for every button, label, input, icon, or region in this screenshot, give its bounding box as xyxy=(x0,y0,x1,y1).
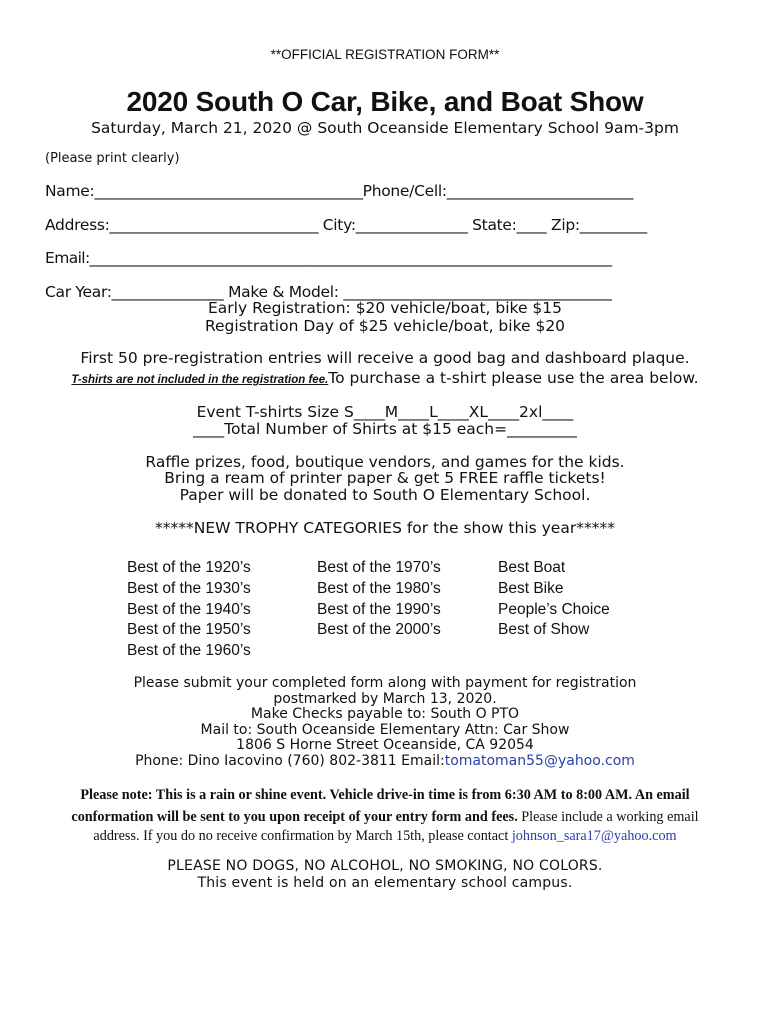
mail-to-line: Mail to: South Oceanside Elementary Attn: Car Show xyxy=(200,722,570,738)
trophy-item: Best of the 1920’s xyxy=(127,559,251,576)
trophy-item: Best of the 1990’s xyxy=(317,600,441,618)
submit-line-1: Please submit your completed form along with payment for registration xyxy=(133,675,637,691)
tshirt-note-line xyxy=(0,368,770,387)
print-note: (Please print clearly) xyxy=(45,151,180,166)
car-year-model-field[interactable]: Car Year:_______________ Make & Model: ____________________________________ xyxy=(45,283,612,301)
confirmation-note-bold: conformation will be sent to you upon receipt of your entry form and fees. xyxy=(71,809,518,825)
trophy-item: Best of the 1930’s xyxy=(127,579,251,597)
contact-email-link[interactable]: tomatoman55@yahoo.com xyxy=(444,753,635,769)
raffle-line-1: Raffle prizes, food, boutique vendors, and games for the kids. xyxy=(145,453,625,471)
contact-line xyxy=(0,753,770,769)
confirmation-note-normal: Please include a working email xyxy=(517,809,699,825)
submit-line-2: postmarked by March 13, 2020. xyxy=(273,691,497,707)
rules-line: PLEASE NO DOGS, NO ALCOHOL, NO SMOKING, NO COLORS. xyxy=(167,858,603,874)
trophy-column-decades-late xyxy=(317,558,441,641)
day-of-registration-price: Registration Day of $25 vehicle/boat, bike $20 xyxy=(204,317,566,335)
campus-note: This event is held on an elementary school campus. xyxy=(197,875,573,891)
tshirt-total-field[interactable]: ____Total Number of Shirts at $15 each=_________ xyxy=(193,420,577,438)
trophy-item: People’s Choice xyxy=(498,600,610,618)
tshirt-not-included-note: T-shirts are not included in the registration fee. xyxy=(71,374,329,386)
make-checks-payable: Make Checks payable to: South O PTO xyxy=(250,706,520,722)
email-field[interactable]: Email:_________________________________________________________________________ xyxy=(45,249,612,267)
contact-phone: Phone: Dino Iacovino (760) 802-3811 Email: xyxy=(135,753,445,769)
first-50-promo: First 50 pre-registration entries will receive a good bag and dashboard plaque. xyxy=(80,349,690,367)
trophy-item: Best Bike xyxy=(498,579,564,597)
trophy-column-decades-early xyxy=(127,558,251,662)
trophy-item: Best of the 2000’s xyxy=(317,621,441,639)
rain-or-shine-note: Please note: This is a rain or shine event. Vehicle drive-in time is from 6:30 AM to 8:00 AM. An email xyxy=(80,787,690,803)
trophy-item: Best of the 1940’s xyxy=(127,600,251,618)
name-phone-field[interactable]: Name:____________________________________Phone/Cell:_________________________ xyxy=(45,182,634,200)
trophy-column-special xyxy=(498,558,610,641)
trophy-item: Best of the 1980’s xyxy=(317,579,441,597)
event-subtitle: Saturday, March 21, 2020 @ South Oceanside Elementary School 9am-3pm xyxy=(91,119,679,137)
confirmation-contact-text: address. If you do no receive confirmation by March 15th, please contact xyxy=(93,828,512,844)
trophy-item: Best of the 1960’s xyxy=(127,642,251,660)
trophy-heading: *****NEW TROPHY CATEGORIES for the show this year***** xyxy=(155,519,615,537)
trophy-item: Best of the 1970’s xyxy=(317,559,441,576)
tshirt-sizes-field[interactable]: Event T-shirts Size S____M____L____XL____2xl____ xyxy=(196,403,574,421)
official-heading: **OFFICIAL REGISTRATION FORM** xyxy=(270,47,500,62)
early-registration-price: Early Registration: $20 vehicle/boat, bike $15 xyxy=(208,299,562,317)
confirmation-note xyxy=(0,806,770,826)
page-title: 2020 South O Car, Bike, and Boat Show xyxy=(126,86,644,117)
address-field[interactable]: Address:____________________________ City:_______________ State:____ Zip:_________ xyxy=(45,216,647,234)
trophy-item: Best of the 1950’s xyxy=(127,621,251,639)
raffle-line-3: Paper will be donated to South O Elementary School. xyxy=(179,486,591,504)
confirmation-email-link[interactable]: johnson_sara17@yahoo.com xyxy=(511,828,677,844)
tshirt-purchase-text: To purchase a t-shirt please use the area below. xyxy=(328,369,699,387)
raffle-line-2: Bring a ream of printer paper & get 5 FREE raffle tickets! xyxy=(164,469,606,487)
confirmation-contact-line xyxy=(0,825,770,845)
trophy-item: Best of Show xyxy=(498,621,590,639)
trophy-item: Best Boat xyxy=(498,559,566,576)
mailing-address: 1806 S Horne Street Oceanside, CA 92054 xyxy=(236,737,534,753)
